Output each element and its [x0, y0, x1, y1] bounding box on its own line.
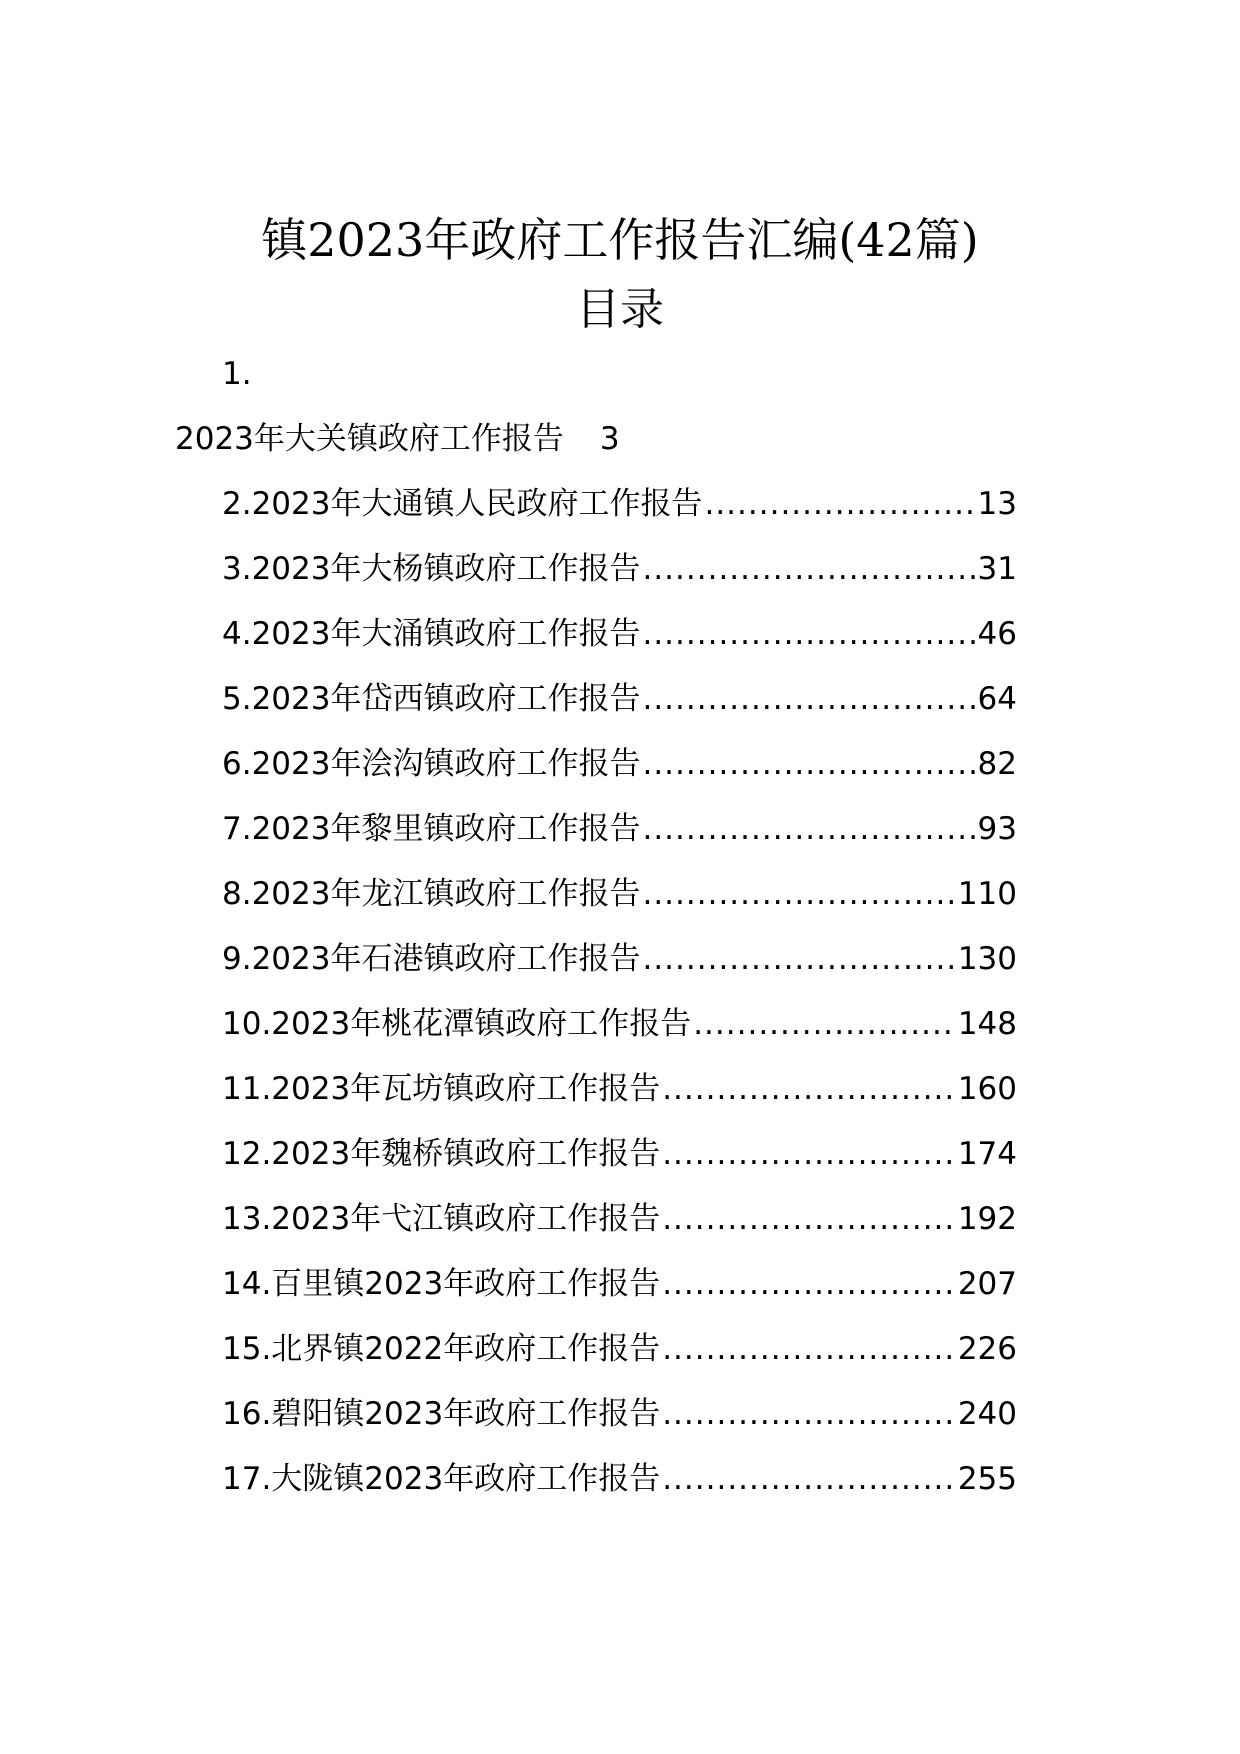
toc-entry-text: 4.2023年大涌镇政府工作报告: [222, 616, 641, 652]
toc-dot-leader: [662, 1457, 956, 1501]
toc-entry[interactable]: [222, 1457, 1017, 1522]
toc-entry-page: 192: [957, 1201, 1017, 1237]
toc-entry[interactable]: [222, 612, 1017, 677]
toc-entry[interactable]: [222, 807, 1017, 872]
toc-entry-text: 11.2023年瓦坊镇政府工作报告: [222, 1071, 661, 1107]
toc-entry-page: 130: [957, 941, 1017, 977]
toc-dot-leader: [662, 1132, 956, 1176]
toc-entry[interactable]: [222, 677, 1017, 742]
toc-entry-page: 64: [977, 681, 1017, 717]
toc-entry-page: 207: [957, 1266, 1017, 1302]
toc-entry-text: 8.2023年龙江镇政府工作报告: [222, 876, 641, 912]
toc-entry-text: 9.2023年石港镇政府工作报告: [222, 941, 641, 977]
toc-entry-text: 10.2023年桃花潭镇政府工作报告: [222, 1006, 692, 1042]
document-title: 镇2023年政府工作报告汇编(42篇): [261, 213, 979, 267]
toc-dot-leader: [693, 1002, 956, 1046]
toc-heading: 目录: [576, 284, 664, 335]
toc-entry-page: 31: [977, 551, 1017, 587]
toc-entry-page: 13: [977, 486, 1017, 522]
toc-dot-leader: [662, 1327, 956, 1371]
toc-entry-page: 93: [977, 811, 1017, 847]
toc-entry-page: 46: [977, 616, 1017, 652]
toc-entry[interactable]: [222, 1262, 1017, 1327]
toc-dot-leader: [662, 1262, 956, 1306]
toc-dot-leader: [662, 1197, 956, 1241]
toc-entry-page: 240: [957, 1396, 1017, 1432]
toc-entry-page: 255: [957, 1461, 1017, 1497]
toc-entry-page: 82: [977, 746, 1017, 782]
toc-entry[interactable]: [222, 1327, 1017, 1392]
toc-entry[interactable]: [222, 1197, 1017, 1262]
toc-dot-leader: [642, 742, 975, 786]
toc-entry[interactable]: [222, 1067, 1017, 1132]
toc-dot-leader: [642, 547, 975, 591]
toc-entry-text: 15.北界镇2022年政府工作报告: [222, 1331, 661, 1367]
toc-entry[interactable]: [222, 937, 1017, 1002]
toc-entry[interactable]: [222, 482, 1017, 547]
toc-dot-leader: [642, 937, 955, 981]
toc-entry-1[interactable]: [175, 417, 620, 461]
toc-entry-text: 2.2023年大通镇人民政府工作报告: [222, 486, 703, 522]
toc-entry-text: 14.百里镇2023年政府工作报告: [222, 1266, 661, 1302]
toc-dot-leader: [662, 1067, 956, 1111]
toc-entry-1-page: 3: [599, 421, 620, 457]
toc-entry-page: 174: [957, 1136, 1017, 1172]
toc-entry-text: 16.碧阳镇2023年政府工作报告: [222, 1396, 661, 1432]
toc-entry-text: 17.大陇镇2023年政府工作报告: [222, 1461, 661, 1497]
toc-entry[interactable]: [222, 872, 1017, 937]
toc-dot-leader: [642, 612, 975, 656]
toc-entry[interactable]: [222, 1392, 1017, 1457]
toc-entry-text: 5.2023年岱西镇政府工作报告: [222, 681, 641, 717]
toc-entry-text: 7.2023年黎里镇政府工作报告: [222, 811, 641, 847]
toc-dot-leader: [704, 482, 975, 526]
toc-entry-1-text: 2023年大关镇政府工作报告: [175, 421, 564, 457]
toc-entry[interactable]: [222, 742, 1017, 807]
toc-dot-leader: [642, 872, 955, 916]
toc-entry-1-number: 1.: [222, 356, 252, 392]
toc-dot-leader: [662, 1392, 956, 1436]
toc-entry-page: 148: [957, 1006, 1017, 1042]
toc-dot-leader: [642, 677, 975, 721]
toc-entry[interactable]: [222, 1002, 1017, 1067]
toc-entry-page: 226: [957, 1331, 1017, 1367]
toc-entry-text: 6.2023年浍沟镇政府工作报告: [222, 746, 641, 782]
toc-entry[interactable]: [222, 1132, 1017, 1197]
toc-entry-page: 160: [957, 1071, 1017, 1107]
toc-entry-text: 3.2023年大杨镇政府工作报告: [222, 551, 641, 587]
toc-entry[interactable]: [222, 547, 1017, 612]
toc-list: [222, 482, 1017, 1522]
toc-entry-text: 12.2023年魏桥镇政府工作报告: [222, 1136, 661, 1172]
toc-dot-leader: [642, 807, 975, 851]
toc-entry-text: 13.2023年弋江镇政府工作报告: [222, 1201, 661, 1237]
toc-entry-page: 110: [957, 876, 1017, 912]
